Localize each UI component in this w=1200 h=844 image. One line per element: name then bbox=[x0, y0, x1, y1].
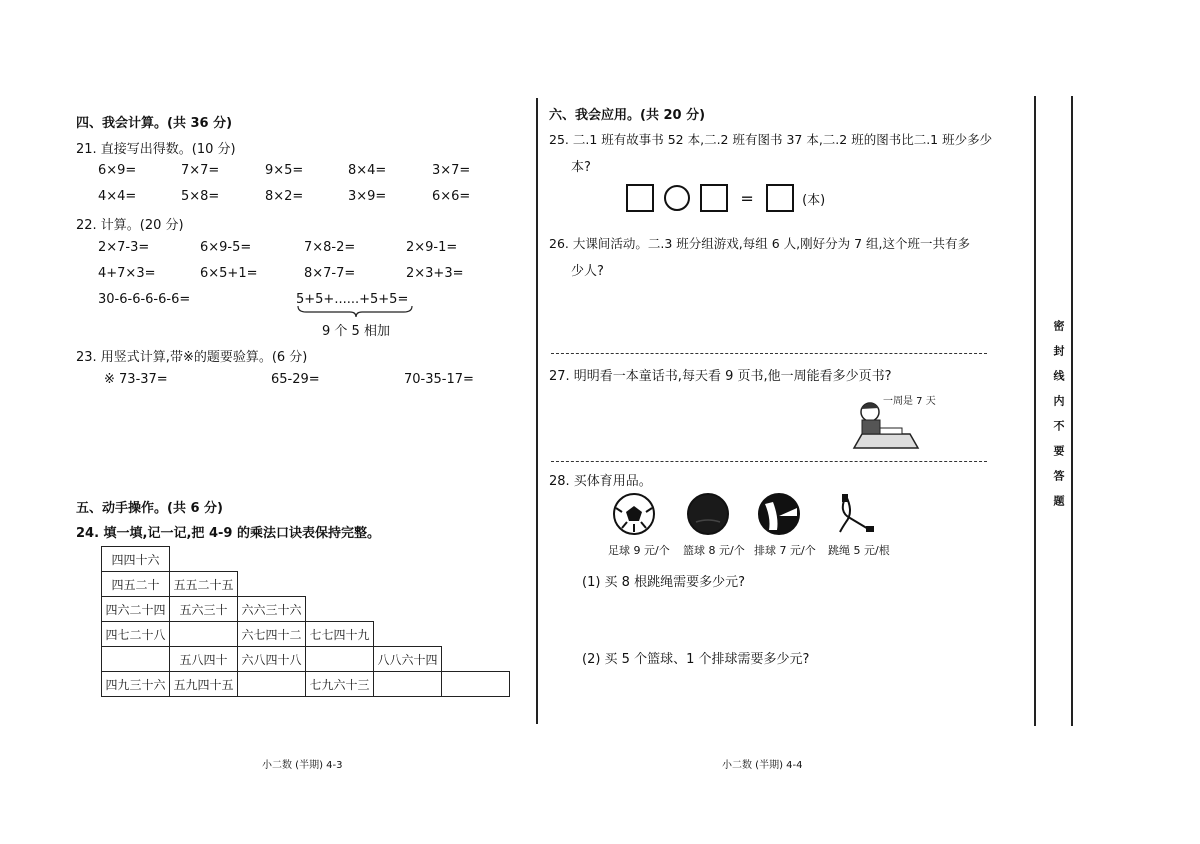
table-cell: 四五二十 bbox=[102, 572, 170, 597]
q28-sub1: (1) 买 8 根跳绳需要多少元? bbox=[582, 575, 745, 590]
q21-item: 4×4= bbox=[98, 189, 137, 204]
table-cell: 四四十六 bbox=[102, 547, 170, 572]
seal-line-left bbox=[1034, 96, 1036, 726]
seal-line-right bbox=[1071, 96, 1073, 726]
q21-item: 5×8= bbox=[181, 189, 220, 204]
dashed-separator bbox=[551, 461, 987, 462]
q25-line2: 本? bbox=[571, 160, 591, 175]
table-cell: 六六三十六 bbox=[238, 597, 306, 622]
product-label: 排球 7 元/个 bbox=[754, 544, 816, 557]
table-cell: 六七四十二 bbox=[238, 622, 306, 647]
table-cell-blank[interactable] bbox=[238, 672, 306, 697]
q28-title: 28. 买体育用品。 bbox=[549, 474, 652, 489]
equals-sign: = bbox=[740, 188, 754, 208]
q22-item: 7×8-2= bbox=[304, 240, 356, 255]
q22-item: 30-6-6-6-6-6= bbox=[98, 292, 191, 307]
q22-item: 2×7-3= bbox=[98, 240, 150, 255]
table-cell: 五五二十五 bbox=[170, 572, 238, 597]
q23-item: ※ 73-37= bbox=[104, 372, 168, 387]
q23-title: 23. 用竖式计算,带※的题要验算。(6 分) bbox=[76, 350, 308, 365]
q22-item: 8×7-7= bbox=[304, 266, 356, 281]
q22-item: 5+5+......+5+5= bbox=[296, 292, 409, 307]
q26-line1: 26. 大课间活动。二.3 班分组游戏,每组 6 人,刚好分为 7 组,这个班一共有多 bbox=[549, 236, 970, 251]
table-cell-blank[interactable] bbox=[374, 672, 442, 697]
table-cell: 四七二十八 bbox=[102, 622, 170, 647]
table-cell: 四六二十四 bbox=[102, 597, 170, 622]
q22-item: 2×9-1= bbox=[406, 240, 458, 255]
q22-title: 22. 计算。(20 分) bbox=[76, 218, 184, 233]
q26-line2: 少人? bbox=[571, 264, 604, 279]
table-cell-blank[interactable] bbox=[306, 647, 374, 672]
table-cell-blank[interactable] bbox=[170, 622, 238, 647]
q23-item: 70-35-17= bbox=[404, 372, 474, 387]
q23-item: 65-29= bbox=[271, 372, 320, 387]
speech-bubble: 一周是 7 天 bbox=[883, 396, 936, 407]
q28-sub2: (2) 买 5 个篮球、1 个排球需要多少元? bbox=[582, 652, 810, 667]
answer-box[interactable] bbox=[766, 184, 794, 212]
page-divider bbox=[536, 98, 538, 724]
table-cell: 七九六十三 bbox=[306, 672, 374, 697]
q22-item: 6×5+1= bbox=[200, 266, 258, 281]
q21-item: 9×5= bbox=[265, 163, 304, 178]
table-cell: 四九三十六 bbox=[102, 672, 170, 697]
table-cell-blank[interactable] bbox=[102, 647, 170, 672]
section-4-title: 四、我会计算。(共 36 分) bbox=[76, 116, 233, 131]
unit-label: (本) bbox=[802, 192, 826, 208]
q21-item: 3×7= bbox=[432, 163, 471, 178]
section-6-title: 六、我会应用。(共 20 分) bbox=[549, 108, 706, 123]
table-cell: 五九四十五 bbox=[170, 672, 238, 697]
q21-item: 8×4= bbox=[348, 163, 387, 178]
q22-item: 2×3+3= bbox=[406, 266, 464, 281]
table-cell: 八八六十四 bbox=[374, 647, 442, 672]
dashed-separator bbox=[551, 353, 987, 354]
product-label: 跳绳 5 元/根 bbox=[828, 544, 890, 557]
boy-reading-icon bbox=[848, 398, 928, 458]
q22-item: 6×9-5= bbox=[200, 240, 252, 255]
q21-item: 6×9= bbox=[98, 163, 137, 178]
product-label: 足球 9 元/个 bbox=[608, 544, 670, 557]
answer-box[interactable] bbox=[626, 184, 654, 212]
table-cell: 五六三十 bbox=[170, 597, 238, 622]
brace-note: 9 个 5 相加 bbox=[322, 324, 390, 339]
q21-title: 21. 直接写出得数。(10 分) bbox=[76, 142, 236, 157]
seal-notice: 密封线内不要答题 bbox=[1052, 320, 1065, 520]
page-footer-left: 小二数 (半期) 4-3 bbox=[262, 760, 343, 771]
q21-item: 6×6= bbox=[432, 189, 471, 204]
table-cell-blank[interactable] bbox=[442, 672, 510, 697]
jump-rope-icon bbox=[832, 492, 876, 536]
underbrace bbox=[296, 304, 416, 318]
q21-item: 8×2= bbox=[265, 189, 304, 204]
page-footer-right: 小二数 (半期) 4-4 bbox=[722, 760, 803, 771]
table-cell: 五八四十 bbox=[170, 647, 238, 672]
section-5-title: 五、动手操作。(共 6 分) bbox=[76, 501, 223, 516]
basketball-icon bbox=[686, 492, 730, 536]
q24-title: 24. 填一填,记一记,把 4-9 的乘法口诀表保持完整。 bbox=[76, 526, 380, 541]
q27-line: 27. 明明看一本童话书,每天看 9 页书,他一周能看多少页书? bbox=[549, 369, 892, 384]
q21-item: 3×9= bbox=[348, 189, 387, 204]
table-cell: 六八四十八 bbox=[238, 647, 306, 672]
q25-equation bbox=[626, 184, 825, 212]
q21-item: 7×7= bbox=[181, 163, 220, 178]
volleyball-icon bbox=[757, 492, 801, 536]
table-cell: 七七四十九 bbox=[306, 622, 374, 647]
q22-item: 4+7×3= bbox=[98, 266, 156, 281]
q25-line1: 25. 二.1 班有故事书 52 本,二.2 班有图书 37 本,二.2 班的图书比二.1 班少多少 bbox=[549, 132, 993, 147]
product-label: 篮球 8 元/个 bbox=[683, 544, 745, 557]
multiplication-table bbox=[101, 546, 510, 697]
operator-circle[interactable] bbox=[664, 185, 690, 211]
soccer-ball-icon bbox=[612, 492, 656, 536]
answer-box[interactable] bbox=[700, 184, 728, 212]
